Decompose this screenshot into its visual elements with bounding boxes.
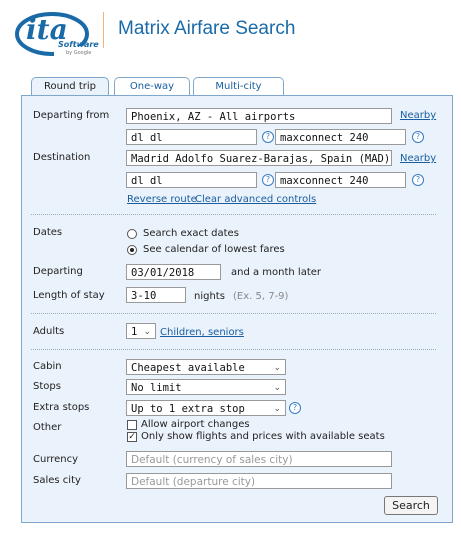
calendar-radio[interactable] — [127, 245, 137, 255]
destination-label: Destination — [33, 152, 91, 163]
dates-label: Dates — [33, 227, 63, 238]
reverse-route-link[interactable]: Reverse route — [127, 194, 197, 205]
extra-stops-help-icon[interactable]: ? — [289, 402, 301, 414]
search-button[interactable]: Search — [384, 496, 438, 515]
origin-carrier-help-icon[interactable]: ? — [262, 131, 274, 143]
chevron-down-icon: ⌄ — [143, 327, 151, 337]
page-title: Matrix Airfare Search — [118, 18, 296, 39]
ita-software-logo — [14, 10, 99, 58]
origin-carrier-input[interactable]: dl dl — [126, 129, 257, 145]
origin-nearby-link[interactable]: Nearby — [400, 110, 437, 121]
destination-input[interactable]: Madrid Adolfo Suarez-Barajas, Spain (MAD) — [126, 150, 392, 166]
adults-select[interactable] — [126, 323, 156, 339]
currency-label: Currency — [33, 454, 79, 465]
departing-from-label: Departing from — [33, 110, 110, 121]
currency-input[interactable]: Default (currency of sales city) — [126, 451, 392, 467]
destination-connect-help-icon[interactable]: ? — [412, 174, 424, 186]
tab-multi-city[interactable]: Multi-city — [193, 77, 284, 95]
calendar-label: See calendar of lowest fares — [143, 244, 285, 255]
sales-city-label: Sales city — [33, 475, 81, 486]
cabin-select-value: Cheapest available — [131, 362, 245, 374]
chevron-down-icon: ⌄ — [273, 383, 281, 393]
allow-airport-changes-checkbox[interactable] — [127, 420, 137, 430]
extra-stops-label: Extra stops — [33, 402, 90, 413]
section-divider — [31, 313, 436, 314]
available-seats-checkbox[interactable]: ✓ — [128, 432, 136, 442]
nights-label: nights — [194, 291, 225, 302]
section-divider — [31, 214, 436, 215]
logo-software-text: Software — [58, 40, 99, 49]
departing-suffix: and a month later — [231, 267, 322, 278]
stops-select-value: No limit — [131, 382, 182, 394]
origin-connect-input[interactable]: maxconnect 240 — [275, 129, 406, 145]
stops-select[interactable] — [126, 379, 286, 395]
chevron-down-icon: ⌄ — [273, 363, 281, 373]
tab-round-trip[interactable]: Round trip — [31, 77, 109, 96]
stops-label: Stops — [33, 381, 61, 392]
departing-label: Departing — [33, 266, 83, 277]
destination-carrier-input[interactable]: dl dl — [126, 172, 257, 188]
children-seniors-link[interactable]: Children, seniors — [160, 327, 244, 338]
exact-dates-radio[interactable] — [127, 229, 137, 239]
destination-connect-input[interactable]: maxconnect 240 — [275, 172, 406, 188]
allow-airport-changes-label: Allow airport changes — [141, 419, 250, 430]
departing-date-input[interactable]: 03/01/2018 — [126, 264, 221, 280]
stay-hint: (Ex. 5, 7-9) — [233, 291, 289, 302]
length-of-stay-label: Length of stay — [33, 290, 105, 301]
clear-advanced-controls-link[interactable]: Clear advanced controls — [195, 194, 317, 205]
destination-nearby-link[interactable]: Nearby — [400, 153, 437, 164]
cabin-select[interactable] — [126, 359, 286, 375]
cabin-label: Cabin — [33, 361, 62, 372]
other-label: Other — [33, 422, 62, 433]
adults-label: Adults — [33, 326, 65, 337]
length-of-stay-input[interactable]: 3-10 — [126, 287, 186, 303]
header-divider — [103, 12, 104, 48]
extra-stops-select[interactable] — [126, 400, 286, 416]
extra-stops-select-value: Up to 1 extra stop — [131, 403, 245, 415]
available-seats-label: Only show flights and prices with available seats — [141, 431, 385, 442]
origin-input[interactable]: Phoenix, AZ - All airports — [126, 108, 392, 124]
destination-carrier-help-icon[interactable]: ? — [262, 174, 274, 186]
tab-one-way[interactable]: One-way — [114, 77, 190, 95]
sales-city-input[interactable]: Default (departure city) — [126, 473, 392, 489]
logo-wordmark: ita — [26, 13, 68, 46]
section-divider — [31, 349, 436, 350]
adults-select-value: 1 — [131, 326, 138, 338]
origin-connect-help-icon[interactable]: ? — [412, 131, 424, 143]
logo-by-google-text: by Google — [66, 50, 92, 56]
chevron-down-icon: ⌄ — [273, 404, 281, 414]
exact-dates-label: Search exact dates — [143, 228, 239, 239]
